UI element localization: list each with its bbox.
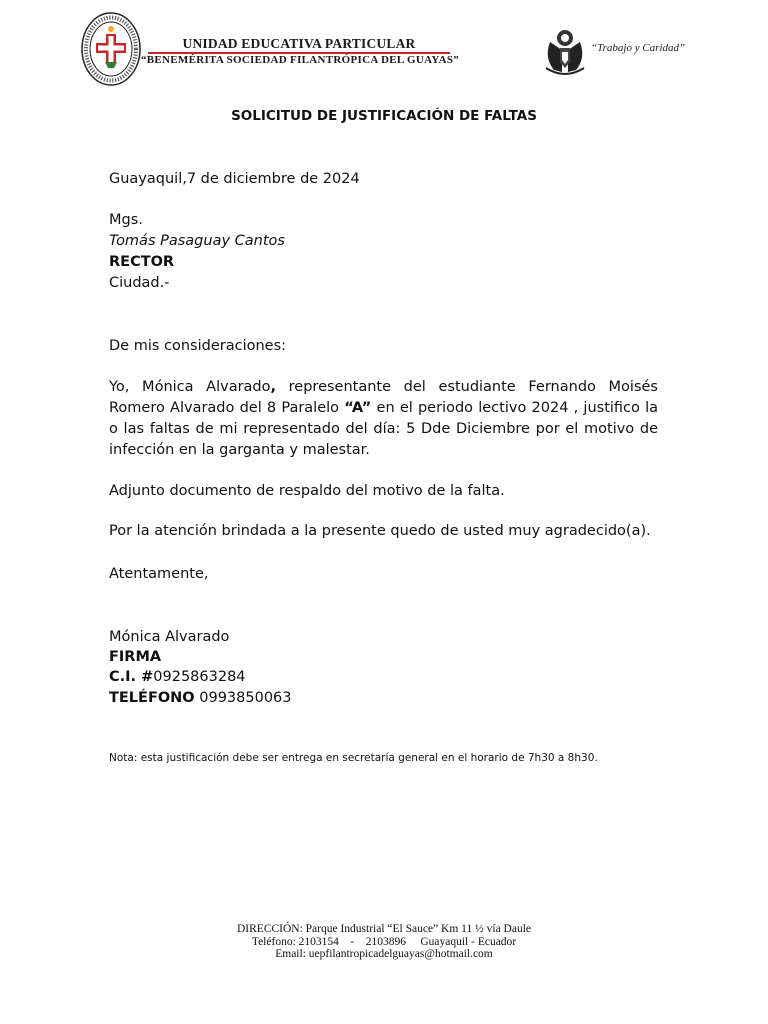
recipient-position: RECTOR [109,254,175,270]
footer-address: DIRECCIÓN: Parque Industrial “El Sauce” Km 11 ½ vía Daule [236,923,532,935]
body-paragraph-2: Adjunto documento de respaldo del motivo de la falta. [109,483,505,499]
signature-phone [109,690,292,706]
body-p1-grade: “A” [344,400,372,416]
school-name: UNIDAD EDUCATIVA PARTICULAR [182,36,416,51]
body-p1-start: Yo, Mónica Alvarado [109,379,271,395]
footer-email: Email: uepfilantropicadelguayas@hotmail.com [275,948,493,960]
footnote: Nota: esta justificación debe ser entrega en secretaría general en el horario de 7h30 a 8h30. [109,752,598,764]
school-motto: “Trabajo y Caridad” [591,42,686,54]
body-p1-mid: representante del estudiante Fernando Moisés Romero Alvarado del 8 Paralelo [109,379,658,416]
greeting: De mis consideraciones: [109,338,287,354]
footer-phones: Teléfono: 2103154 - 2103896 Guayaquil - Ecuador [251,935,517,948]
closing: Atentamente, [109,566,209,582]
signature-firma-label: FIRMA [109,649,162,665]
recipient-city: Ciudad.- [109,275,170,291]
body-p1-end: en el periodo lectivo 2024 , justifico la o las faltas de mi representado del día: 5 Dde Diciembre por el motivo de infección en la garganta y malestar. [109,400,658,458]
crest-logo [540,28,590,76]
phone-label: TELÉFONO [109,690,195,706]
signature-ci [109,669,246,685]
document-title: SOLICITUD DE JUSTIFICACIÓN DE FALTAS [231,108,537,124]
page-footer [0,923,768,961]
school-seal-logo [81,12,141,86]
ci-value: 0925863284 [153,669,246,685]
school-subtitle: “BENEMÉRITA SOCIEDAD FILANTRÓPICA DEL GUAYAS” [140,54,460,66]
body-paragraph-1 [109,377,658,461]
ci-label: C.I. # [109,669,154,685]
phone-value: 0993850063 [194,690,292,706]
recipient-salutation: Mgs. [109,212,143,228]
date-line: Guayaquil,7 de diciembre de 2024 [109,171,360,187]
body-paragraph-3: Por la atención brindada a la presente quedo de usted muy agradecido(a). [109,523,651,539]
body-p1-comma: , [270,379,277,395]
signature-name: Mónica Alvarado [109,629,230,645]
recipient-name: Tomás Pasaguay Cantos [109,233,285,249]
